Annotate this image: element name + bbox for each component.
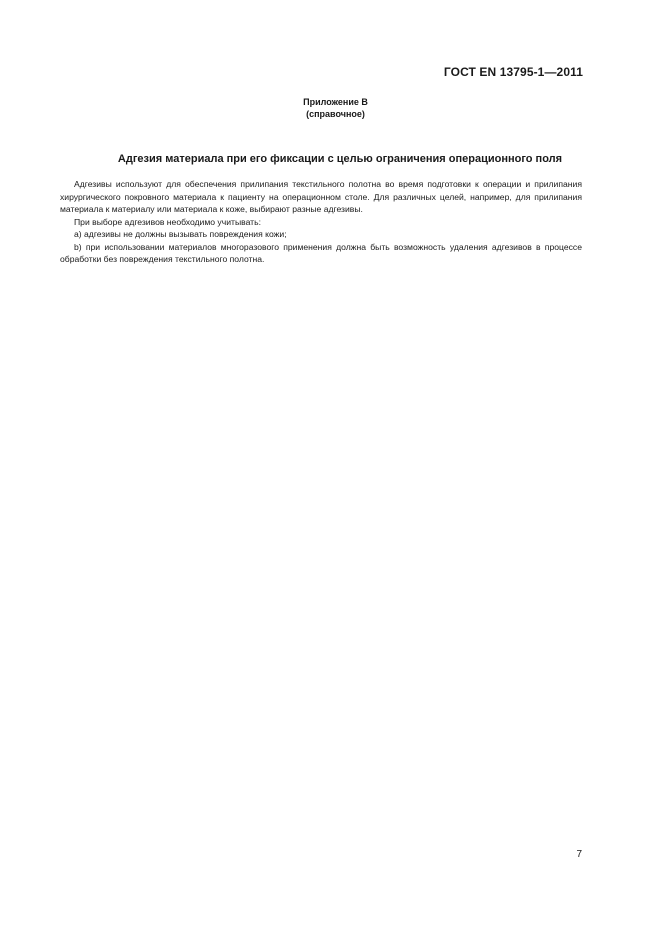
standard-code: ГОСТ EN 13795-1—2011 (443, 65, 583, 79)
annex-title: Адгезия материала при его фиксации с целью ограничения операционного поля (117, 153, 563, 165)
annex-label: Приложение В (303, 97, 368, 107)
list-item-a: a) адгезивы не должны вызывать повреждения кожи; (74, 229, 287, 239)
paragraph-intro: Адгезивы используют для обеспечения прилипания текстильного полотна во время подготовки к операции и прилипания хирургического покровного материала к пациенту на операционном столе. Для различных целей, например, для прилипания материала к материалу или материала к коже, выбирают разные адгезивы. (60, 179, 582, 214)
list-item-b: b) при использовании материалов многоразового применения должна быть возможность удаления адгезивов в процессе обработки без повреждения текстильного полотна. (60, 241, 582, 264)
body-text (60, 178, 582, 266)
paragraph-requirements-lead: При выборе адгезивов необходимо учитывать: (74, 216, 261, 227)
page-number: 7 (576, 849, 582, 860)
annex-heading (0, 96, 661, 120)
annex-status: (справочное) (306, 109, 365, 119)
